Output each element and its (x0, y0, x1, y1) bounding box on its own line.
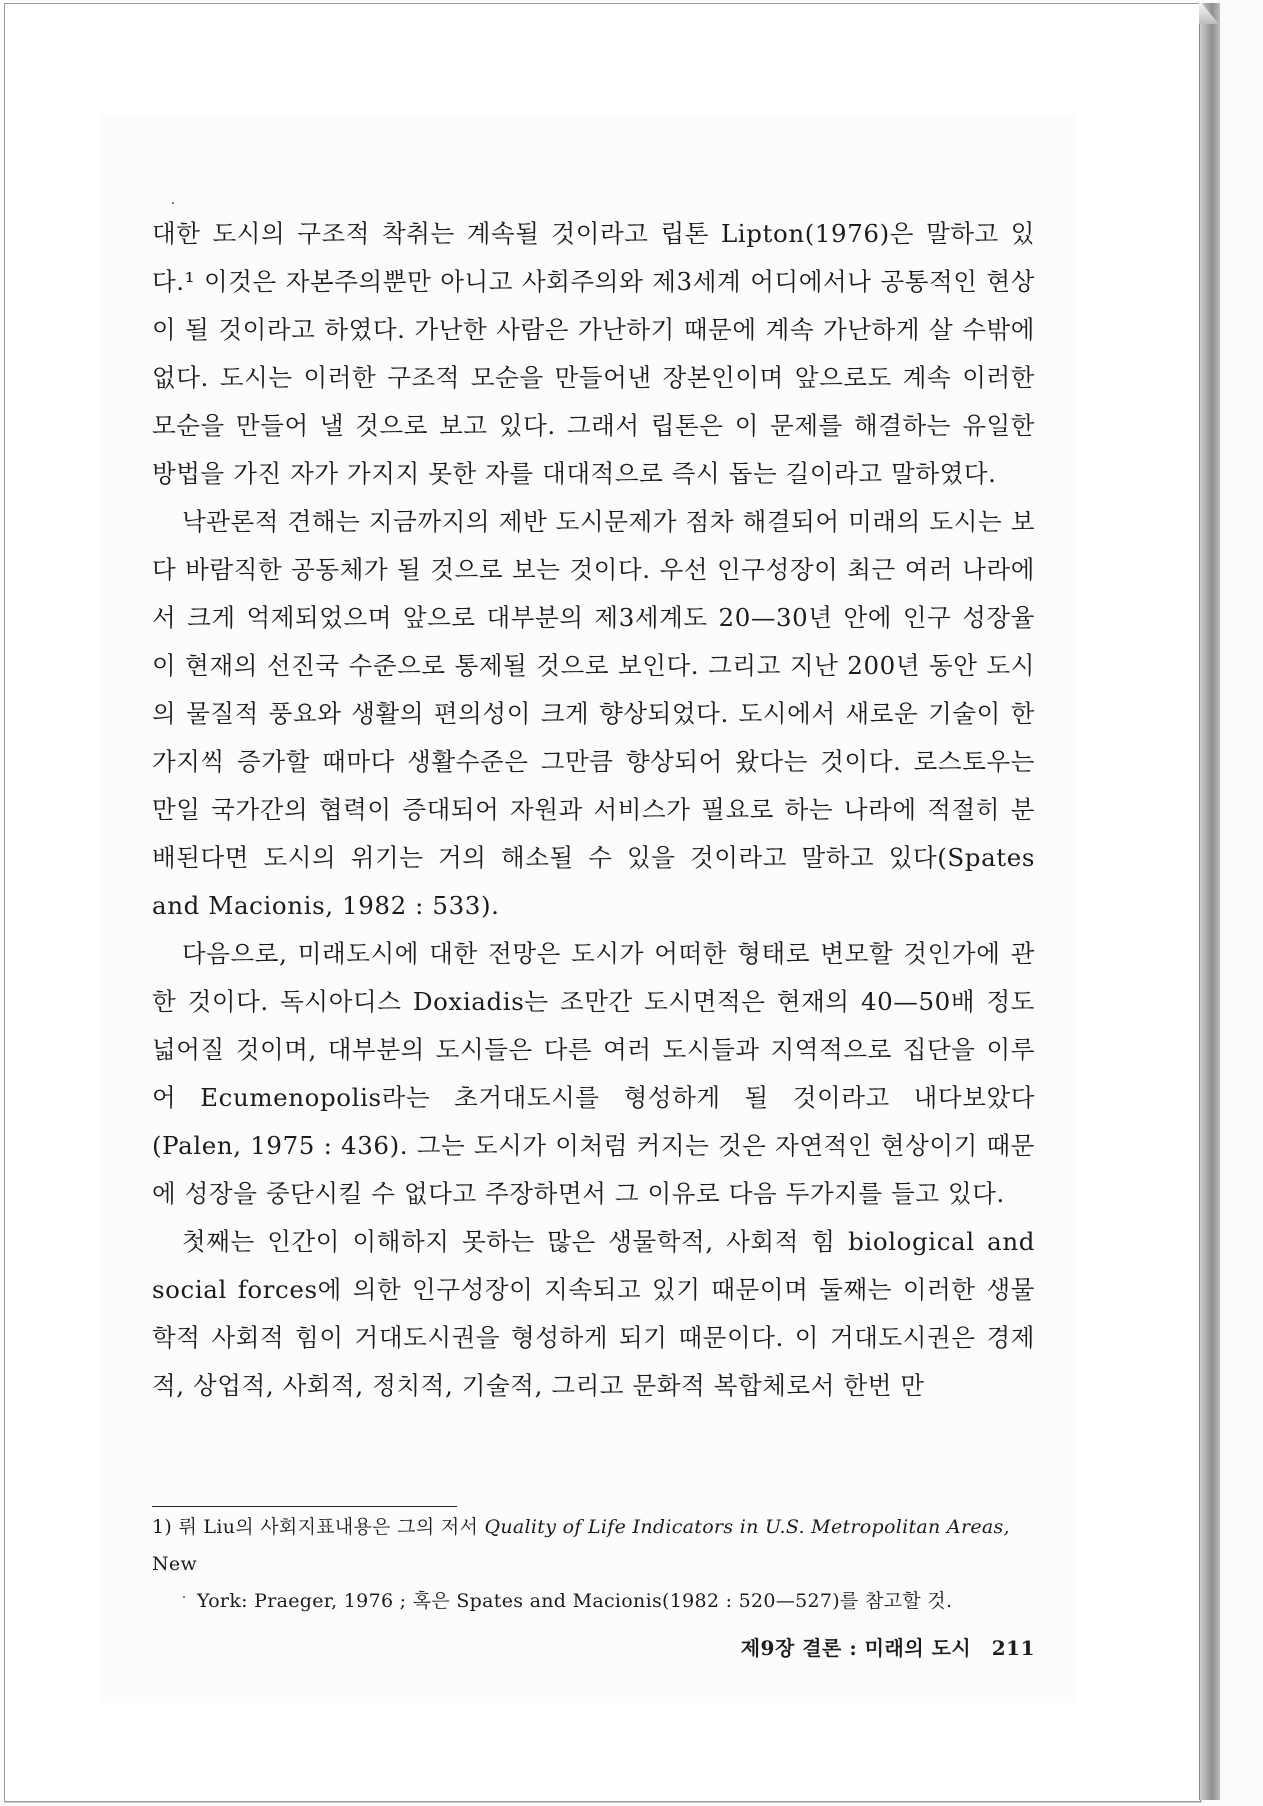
paragraph-4: 첫째는 인간이 이해하지 못하는 많은 생물학적, 사회적 힘 biological and social forces에 의한 인구성장이 지속되고 있기 때문이며 둘째는 이러한 생물학적 사회적 힘이 거대도시권을 형성하게 되기 때문이다. 이 거대도시권은 경제적, 상업적, 사회적, 정치적, 기술적, 그리고 문화적 복합체로서 한번 만 (152, 1227, 1035, 1400)
running-footer: 제9장 결론 : 미래의 도시 211 (740, 1636, 1035, 1660)
footnote-line1-suffix: New (152, 1553, 198, 1575)
paragraph-1: 대한 도시의 구조적 착취는 계속될 것이라고 립톤 Lipton(1976)은 말하고 있다.¹ 이것은 자본주의뿐만 아니고 사회주의와 제3세계 어디에서나 공통적인 현상이 될 것이라고 하였다. 가난한 사람은 가난하기 때문에 계속 가난하게 살 수밖에 없다. 도시는 이러한 구조적 모순을 만들어낸 장본인이며 앞으로도 계속 이러한 모순을 만들어 낼 것으로 보고 있다. 그래서 립톤은 이 문제를 해결하는 유일한 방법을 가진 자가 가지지 못한 자를 대대적으로 즉시 돕는 길이라고 말하였다. (152, 219, 1035, 488)
body-text (152, 210, 1035, 1410)
footnote (152, 1509, 1035, 1620)
paragraph-2: 낙관론적 견해는 지금까지의 제반 도시문제가 점차 해결되어 미래의 도시는 보다 바람직한 공동체가 될 것으로 보는 것이다. 우선 인구성장이 최근 여러 나라에서 크게 억제되었으며 앞으로 대부분의 제3세계도 20—30년 안에 인구 성장율이 현재의 선진국 수준으로 통제될 것으로 보인다. 그리고 지난 200년 동안 도시의 물질적 풍요와 생활의 편의성이 크게 향상되었다. 도시에서 새로운 기술이 한가지씩 증가할 때마다 생활수준은 그만큼 향상되어 왔다는 것이다. 로스토우는 만일 국가간의 협력이 증대되어 자원과 서비스가 필요로 하는 나라에 적절히 분배된다면 도시의 위기는 거의 해소될 수 있을 것이라고 말하고 있다(Spates and Macionis, 1982 : 533). (152, 507, 1035, 920)
page-curl-edge (1199, 3, 1220, 1800)
footnote-line2: York: Praeger, 1976 ; 혹은 Spates and Macionis(1982 : 520—527)를 참고할 것. (197, 1590, 953, 1612)
footnote-book-title: Quality of Life Indicators in U.S. Metropolitan Areas, (484, 1516, 1010, 1538)
footnote-divider (152, 1506, 457, 1507)
scan-speck (183, 1596, 185, 1598)
footnote-line1-prefix: 1) 뤼 Liu의 사회지표내용은 그의 저서 (152, 1516, 485, 1538)
scan-speck (172, 202, 174, 204)
paragraph-3: 다음으로, 미래도시에 대한 전망은 도시가 어떠한 형태로 변모할 것인가에 관한 것이다. 독시아디스 Doxiadis는 조만간 도시면적은 현재의 40—50배 정도 넓어질 것이며, 대부분의 도시들은 다른 여러 도시들과 지역적으로 집단을 이루어 Ecumenopolis라는 초거대도시를 형성하게 될 것이라고 내다보았다 (Palen, 1975 : 436). 그는 도시가 이처럼 커지는 것은 자연적인 현상이기 때문에 성장을 중단시킬 수 없다고 주장하면서 그 이유로 다음 두가지를 들고 있다. (152, 939, 1035, 1208)
